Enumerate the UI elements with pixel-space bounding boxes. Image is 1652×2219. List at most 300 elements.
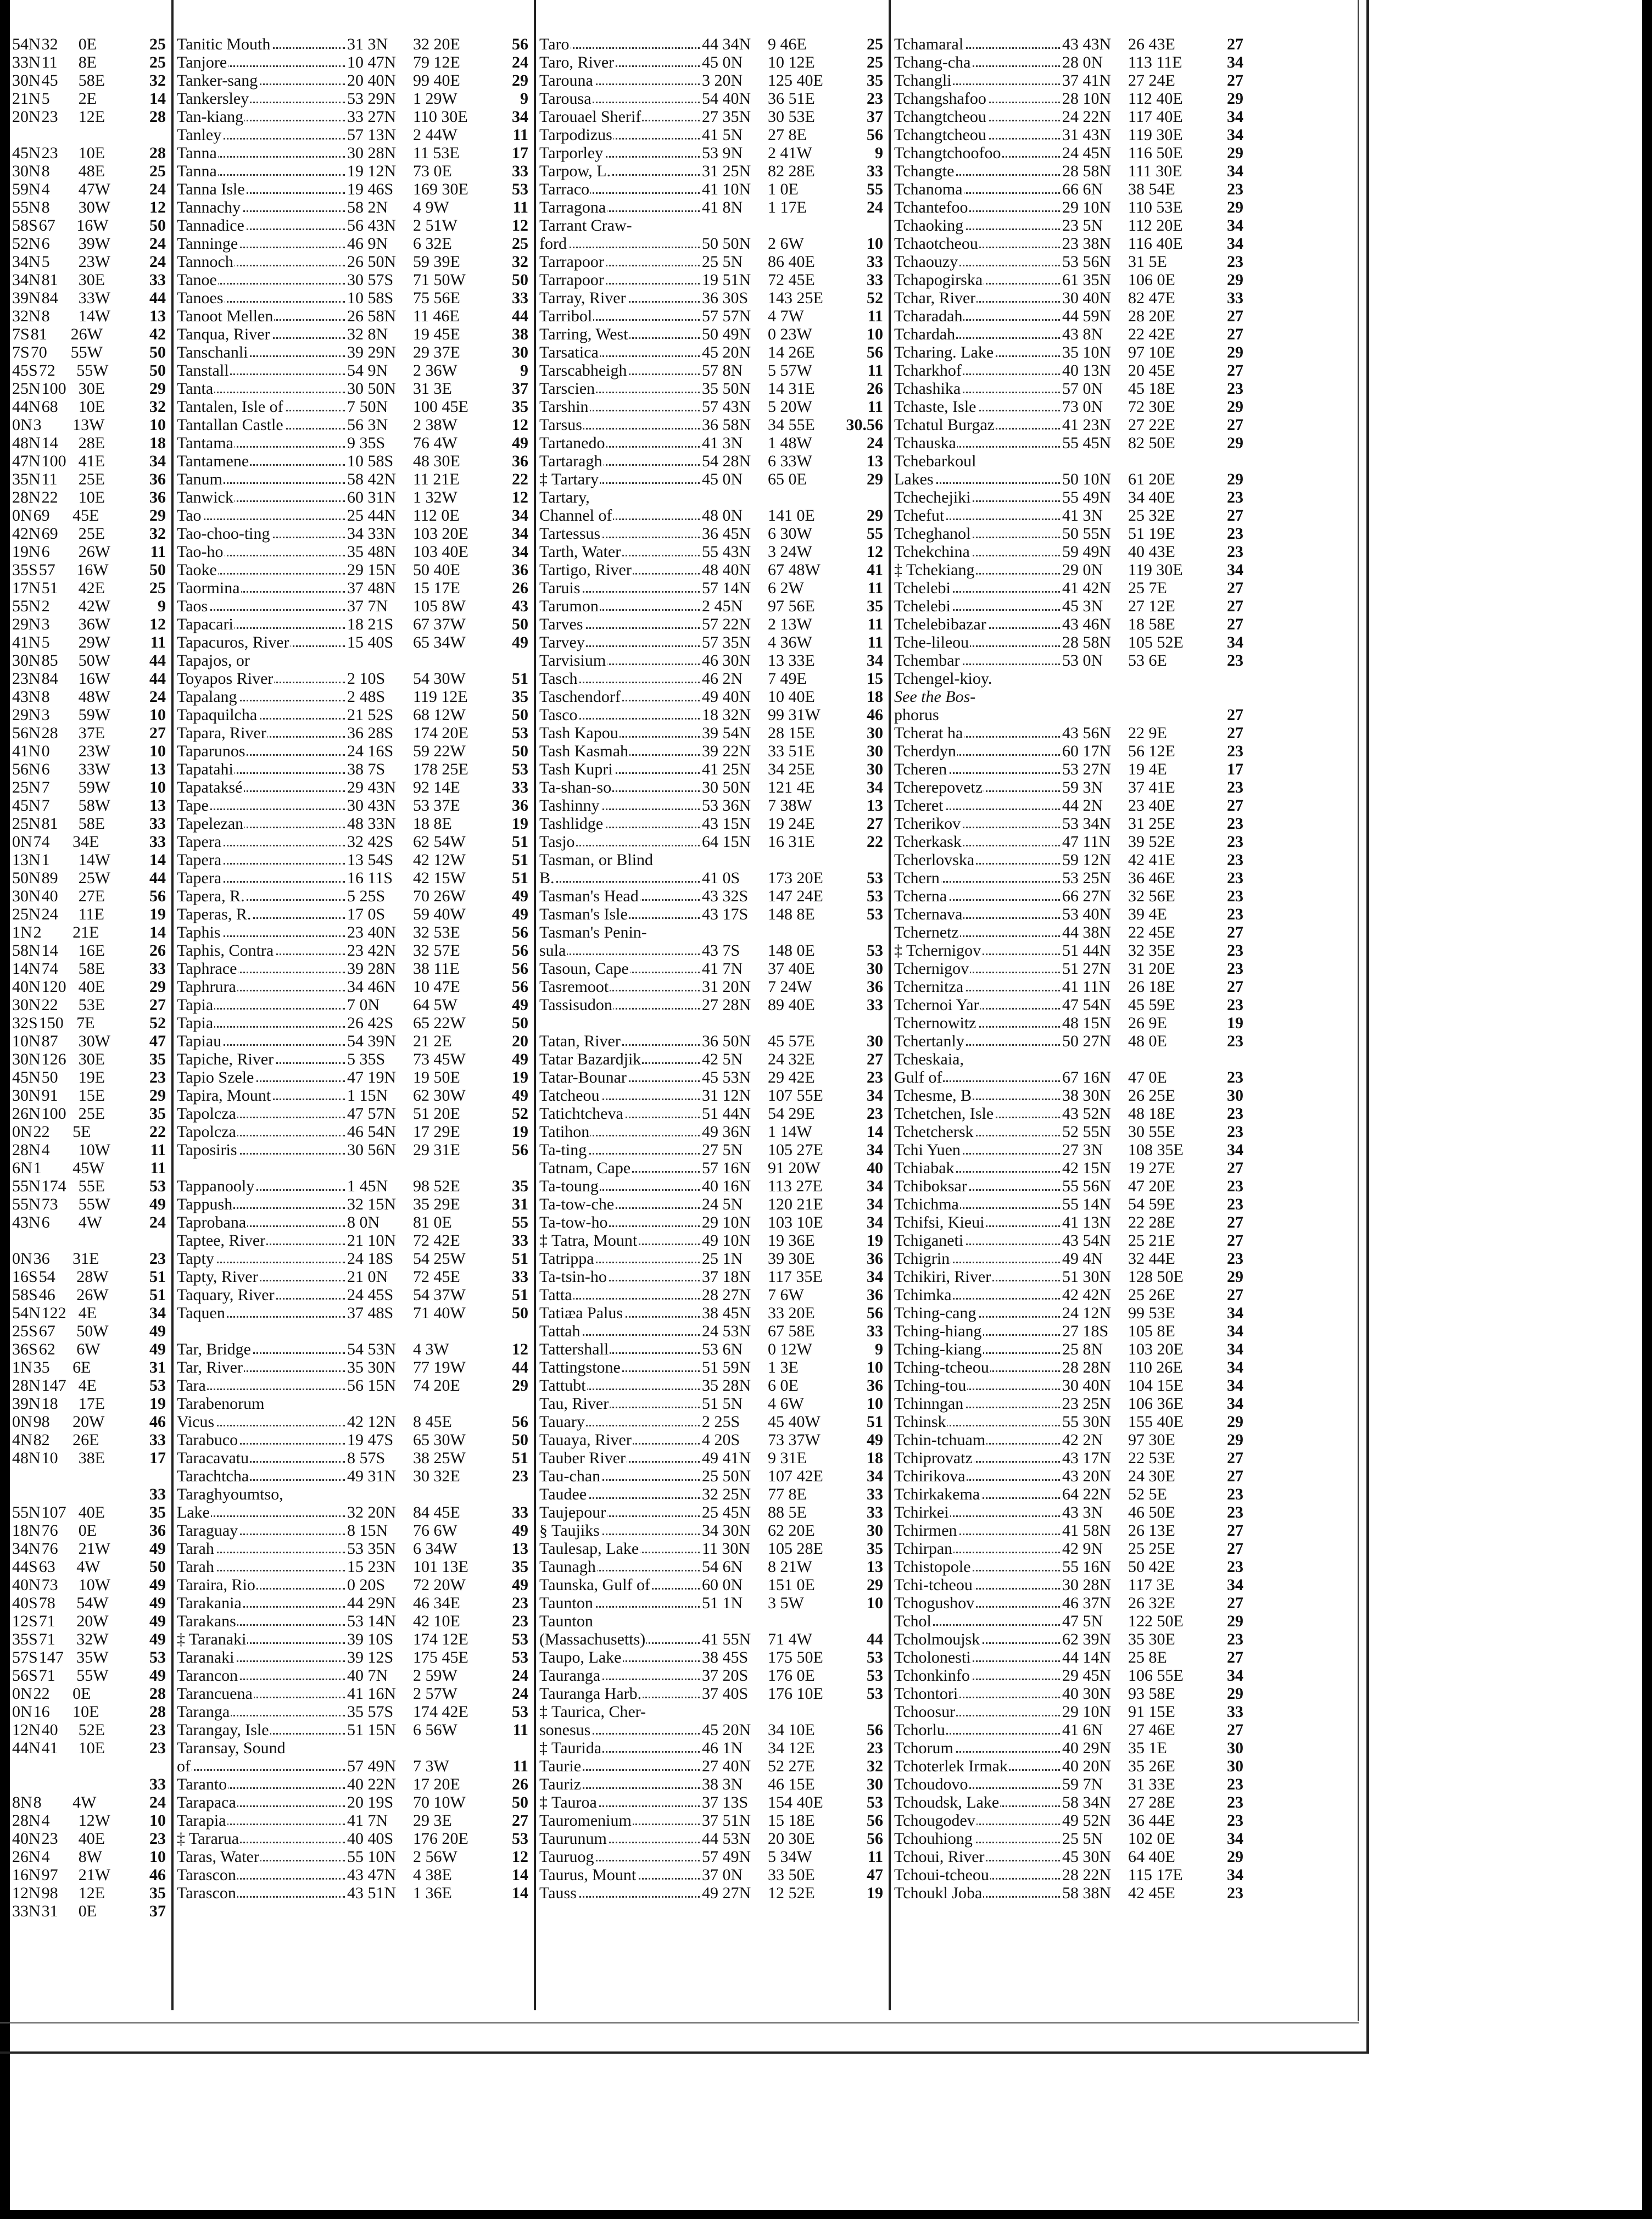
gazetteer-entry bbox=[12, 361, 166, 380]
entry-name: 35S bbox=[12, 1630, 38, 1648]
gazetteer-entry bbox=[177, 724, 528, 742]
gazetteer-entry bbox=[894, 289, 1243, 307]
entry-latitude: 71 bbox=[38, 1630, 55, 1648]
entry-map-number: 29 bbox=[1227, 434, 1243, 452]
entry-map-number: 33 bbox=[867, 1503, 883, 1521]
entry-map-number: 19 bbox=[149, 1395, 166, 1413]
gazetteer-entry bbox=[894, 1793, 1243, 1811]
entry-map-number: 34 bbox=[1227, 162, 1243, 180]
entry-name: Tchirkakema bbox=[894, 1485, 1062, 1503]
entry-name: Tchembar bbox=[894, 651, 1062, 670]
entry-name: Tanoe bbox=[177, 271, 347, 289]
entry-map-number: 23 bbox=[1227, 1105, 1243, 1123]
entry-name: Tarragona bbox=[539, 198, 702, 216]
entry-latitude: 41 6N bbox=[1062, 1721, 1103, 1739]
entry-map-number: 34 bbox=[867, 1268, 883, 1286]
entry-longitude: 88 5E bbox=[768, 1503, 807, 1521]
entry-map-number: 34 bbox=[1227, 1666, 1243, 1685]
entry-latitude: 38 3N bbox=[702, 1775, 743, 1793]
entry-map-number: 14 bbox=[149, 851, 166, 869]
entry-longitude: 54 29E bbox=[768, 1105, 815, 1123]
entry-map-number: 53 bbox=[867, 905, 883, 923]
entry-longitude: 8 45E bbox=[413, 1413, 452, 1431]
gazetteer-entry bbox=[12, 325, 166, 343]
entry-longitude: 45 57E bbox=[768, 1032, 815, 1050]
entry-latitude: 76 bbox=[41, 1540, 58, 1558]
gazetteer-entry bbox=[539, 1086, 883, 1105]
entry-name: ‡ Tchekiang bbox=[894, 561, 1062, 579]
entry-latitude: 29 43N bbox=[347, 778, 397, 796]
entry-longitude: 22 45E bbox=[1128, 923, 1175, 941]
entry-name: Tanqua, River bbox=[177, 325, 347, 343]
entry-longitude: 25 32E bbox=[1128, 506, 1175, 525]
entry-name: Tantalen, Isle of bbox=[177, 398, 347, 416]
entry-latitude: 7 bbox=[41, 778, 50, 796]
entry-latitude: 50 bbox=[41, 1068, 58, 1086]
entry-latitude: 30 40N bbox=[1062, 1376, 1112, 1395]
entry-latitude: 43 43N bbox=[1062, 35, 1112, 53]
entry-map-number: 23 bbox=[149, 1830, 166, 1848]
entry-latitude: 30 28N bbox=[1062, 1576, 1112, 1594]
gazetteer-entry bbox=[12, 869, 166, 887]
gazetteer-entry bbox=[539, 996, 883, 1014]
entry-name: Tasman, or Blind bbox=[539, 851, 654, 869]
entry-map-number: 49 bbox=[512, 996, 528, 1014]
gazetteer-entry bbox=[12, 923, 166, 941]
gazetteer-entry bbox=[12, 579, 166, 597]
entry-longitude: 48 30E bbox=[413, 452, 460, 470]
entry-latitude: 57 16N bbox=[702, 1159, 751, 1177]
gazetteer-entry bbox=[894, 1540, 1243, 1558]
entry-latitude: 21 0N bbox=[347, 1268, 388, 1286]
gazetteer-entry bbox=[12, 1540, 166, 1558]
entry-longitude: 34 40E bbox=[1128, 488, 1175, 506]
entry-latitude: 41 25N bbox=[702, 760, 751, 778]
entry-name: Tchebarkoul bbox=[894, 452, 976, 470]
entry-map-number: 49 bbox=[867, 1431, 883, 1449]
entry-longitude: 72 42E bbox=[413, 1231, 460, 1250]
gazetteer-entry bbox=[12, 760, 166, 778]
entry-map-number: 50 bbox=[149, 216, 166, 235]
entry-map-number: 23 bbox=[512, 1594, 528, 1612]
entry-name: Tarscabheigh bbox=[539, 361, 702, 380]
entry-name: 56S bbox=[12, 1666, 38, 1685]
gazetteer-entry bbox=[177, 1358, 528, 1376]
entry-longitude: 17E bbox=[78, 1395, 105, 1413]
entry-map-number: 12 bbox=[149, 198, 166, 216]
entry-longitude: 70 10W bbox=[413, 1793, 466, 1811]
entry-latitude: 53 0N bbox=[1062, 651, 1103, 670]
entry-map-number: 50 bbox=[512, 1793, 528, 1811]
gazetteer-entry bbox=[177, 1703, 528, 1721]
entry-longitude: 21W bbox=[78, 1866, 111, 1884]
entry-longitude: 178 25E bbox=[413, 760, 468, 778]
entry-latitude: 55 56N bbox=[1062, 1177, 1112, 1195]
gazetteer-entry bbox=[539, 1376, 883, 1395]
entry-latitude: 38 7S bbox=[347, 760, 386, 778]
entry-map-number: 36 bbox=[867, 978, 883, 996]
entry-latitude: 30 40N bbox=[1062, 289, 1112, 307]
entry-name: 36S bbox=[12, 1340, 38, 1358]
entry-name: 52N bbox=[12, 235, 41, 253]
entry-name: Tching-hiang bbox=[894, 1322, 1062, 1340]
entry-latitude: 41 bbox=[41, 1739, 58, 1757]
entry-name: ‡ Taranaki bbox=[177, 1630, 347, 1648]
entry-map-number: 13 bbox=[512, 1540, 528, 1558]
entry-map-number: 36 bbox=[512, 452, 528, 470]
entry-name: 1N bbox=[12, 1358, 32, 1376]
entry-longitude: 7 6W bbox=[768, 1286, 804, 1304]
gazetteer-entry bbox=[894, 343, 1243, 361]
entry-map-number: 53 bbox=[512, 760, 528, 778]
entry-name: Tchapogirska bbox=[894, 271, 1062, 289]
entry-name: 17N bbox=[12, 579, 41, 597]
entry-name: 32N bbox=[12, 307, 41, 325]
gazetteer-entry bbox=[177, 1666, 528, 1685]
entry-name: ‡ Taurida bbox=[539, 1739, 702, 1757]
entry-latitude: 42 2N bbox=[1062, 1431, 1103, 1449]
entry-longitude: 27 28E bbox=[1128, 1793, 1175, 1811]
entry-map-number: 27 bbox=[1227, 1540, 1243, 1558]
entry-name: Tapera bbox=[177, 833, 347, 851]
entry-latitude: 37 41N bbox=[1062, 71, 1112, 90]
entry-longitude: 91 15E bbox=[1128, 1703, 1175, 1721]
entry-latitude: 18 21S bbox=[347, 615, 394, 633]
entry-map-number: 52 bbox=[867, 289, 883, 307]
gazetteer-entry bbox=[539, 1304, 883, 1322]
gazetteer-entry bbox=[894, 651, 1243, 670]
entry-longitude: 22 28E bbox=[1128, 1213, 1175, 1231]
entry-longitude: 32 20E bbox=[413, 35, 460, 53]
entry-longitude: 1 36E bbox=[413, 1884, 452, 1902]
gazetteer-entry bbox=[12, 216, 166, 235]
entry-longitude: 33W bbox=[78, 760, 111, 778]
entry-latitude: 25 8N bbox=[1062, 1340, 1103, 1358]
entry-longitude: 105 52E bbox=[1128, 633, 1184, 651]
gazetteer-entry bbox=[539, 1757, 883, 1775]
entry-longitude: 82 47E bbox=[1128, 289, 1175, 307]
entry-name: 58N bbox=[12, 941, 41, 960]
entry-longitude: 10E bbox=[78, 398, 105, 416]
entry-map-number: 9 bbox=[520, 90, 528, 108]
gazetteer-entry bbox=[177, 1376, 528, 1395]
column-divider bbox=[171, 0, 174, 2010]
entry-latitude: 15 40S bbox=[347, 633, 394, 651]
entry-latitude: 62 39N bbox=[1062, 1630, 1112, 1648]
entry-longitude: 26 9E bbox=[1128, 1014, 1167, 1032]
entry-name: 25N bbox=[12, 380, 41, 398]
entry-latitude: 8 bbox=[41, 198, 50, 216]
entry-name: Tarumon bbox=[539, 597, 702, 615]
entry-latitude: 50 10N bbox=[1062, 470, 1112, 488]
gazetteer-entry bbox=[539, 796, 883, 815]
entry-name: Tanninge bbox=[177, 235, 347, 253]
entry-map-number: 49 bbox=[512, 1086, 528, 1105]
entry-longitude: 40 43E bbox=[1128, 543, 1175, 561]
entry-name: Taro bbox=[539, 35, 702, 53]
entry-latitude: 64 22N bbox=[1062, 1485, 1112, 1503]
entry-name: Tasman's Head bbox=[539, 887, 702, 905]
gazetteer-entry bbox=[12, 1195, 166, 1213]
entry-map-number bbox=[490, 1159, 528, 1177]
entry-longitude: 31 33E bbox=[1128, 1775, 1175, 1793]
entry-name: Tanoot Mellen bbox=[177, 307, 347, 325]
entry-map-number: 30 bbox=[867, 1032, 883, 1050]
entry-map-number: 33 bbox=[149, 271, 166, 289]
gazetteer-entry bbox=[12, 1521, 166, 1540]
entry-name: Tchesme, B bbox=[894, 1086, 1062, 1105]
entry-name: 29N bbox=[12, 706, 41, 724]
entry-map-number: 29 bbox=[1227, 1431, 1243, 1449]
entry-longitude: 16W bbox=[78, 670, 111, 688]
entry-longitude: 105 27E bbox=[768, 1141, 823, 1159]
entry-latitude: 64 15N bbox=[702, 833, 751, 851]
entry-name: Tchol bbox=[894, 1612, 1062, 1630]
gazetteer-entry bbox=[894, 1666, 1243, 1685]
entry-name: Taquary, River bbox=[177, 1286, 347, 1304]
entry-map-number: 9 bbox=[158, 597, 166, 615]
entry-name: Tapolcza bbox=[177, 1123, 347, 1141]
entry-name: Tar, Bridge bbox=[177, 1340, 347, 1358]
entry-longitude bbox=[413, 1395, 490, 1413]
entry-latitude: 24 16S bbox=[347, 742, 394, 760]
entry-longitude: 97 10E bbox=[1128, 343, 1175, 361]
entry-name: 58S bbox=[12, 216, 38, 235]
entry-latitude: 43 56N bbox=[1062, 724, 1112, 742]
entry-longitude: 10E bbox=[78, 488, 105, 506]
gazetteer-entry bbox=[894, 1032, 1243, 1050]
gazetteer-entry bbox=[894, 724, 1243, 742]
entry-name: § Taujiks bbox=[539, 1521, 702, 1540]
entry-name: Tanitic Mouth bbox=[177, 35, 347, 53]
entry-longitude: 26 43E bbox=[1128, 35, 1175, 53]
gazetteer-entry bbox=[539, 271, 883, 289]
entry-name: sula bbox=[539, 941, 702, 960]
entry-map-number: 23 bbox=[1227, 488, 1243, 506]
entry-name: Tao bbox=[177, 506, 347, 525]
entry-latitude: 10 58S bbox=[347, 452, 394, 470]
entry-longitude: 2 13W bbox=[768, 615, 812, 633]
entry-map-number: 23 bbox=[1227, 1558, 1243, 1576]
entry-name: Tarrapoor bbox=[539, 253, 702, 271]
entry-name bbox=[177, 1159, 347, 1177]
entry-longitude: 27 22E bbox=[1128, 416, 1175, 434]
entry-map-number: 50 bbox=[512, 1431, 528, 1449]
entry-longitude: 77 19W bbox=[413, 1358, 466, 1376]
gazetteer-entry bbox=[12, 1014, 166, 1032]
entry-latitude: 30 50N bbox=[347, 380, 397, 398]
entry-name: Tanker-sang bbox=[177, 71, 347, 90]
entry-latitude: 53 14N bbox=[347, 1612, 397, 1630]
entry-longitude bbox=[62, 1775, 133, 1793]
entry-name: Tchar, River bbox=[894, 289, 1062, 307]
entry-map-number: 9 bbox=[520, 361, 528, 380]
gazetteer-entry bbox=[12, 126, 166, 144]
entry-map-number: 27 bbox=[512, 1811, 528, 1830]
entry-map-number bbox=[490, 651, 528, 670]
entry-longitude: 82 28E bbox=[768, 162, 815, 180]
entry-map-number: 27 bbox=[149, 724, 166, 742]
entry-longitude: 14 31E bbox=[768, 380, 815, 398]
entry-latitude: 49 27N bbox=[702, 1884, 751, 1902]
entry-longitude: 39 4E bbox=[1128, 905, 1167, 923]
entry-name: Tarapia bbox=[177, 1811, 347, 1830]
entry-latitude: 55 49N bbox=[1062, 488, 1112, 506]
entry-name: Tasoun, Cape bbox=[539, 960, 702, 978]
gazetteer-entry bbox=[177, 180, 528, 198]
entry-latitude: 40 7N bbox=[347, 1666, 388, 1685]
entry-name: Tapera, R. bbox=[177, 887, 347, 905]
entry-latitude: 42 9N bbox=[1062, 1540, 1103, 1558]
gazetteer-entry bbox=[539, 597, 883, 615]
entry-latitude: 6 bbox=[41, 760, 50, 778]
entry-name: Tcherdyn bbox=[894, 742, 1062, 760]
entry-longitude: 175 45E bbox=[413, 1648, 468, 1666]
entry-longitude bbox=[768, 1612, 845, 1630]
entry-latitude: 5 35S bbox=[347, 1050, 386, 1068]
gazetteer-entry bbox=[177, 1576, 528, 1594]
entry-map-number: 33 bbox=[867, 253, 883, 271]
entry-longitude bbox=[62, 1231, 133, 1250]
gazetteer-entry bbox=[177, 1032, 528, 1050]
entry-latitude: 81 bbox=[41, 271, 58, 289]
entry-name: 21N bbox=[12, 90, 41, 108]
entry-map-number: 25 bbox=[149, 53, 166, 71]
entry-map-number: 30 bbox=[867, 1775, 883, 1793]
entry-map-number: 35 bbox=[149, 1503, 166, 1521]
entry-longitude: 117 3E bbox=[1128, 1576, 1175, 1594]
entry-map-number: 30 bbox=[867, 724, 883, 742]
gazetteer-entry bbox=[539, 108, 883, 126]
entry-map-number: 49 bbox=[149, 1195, 166, 1213]
entry-name: Tchekchina bbox=[894, 543, 1062, 561]
entry-name: Tching-cang bbox=[894, 1304, 1062, 1322]
entry-longitude: 5 57W bbox=[768, 361, 812, 380]
entry-longitude: 20W bbox=[72, 1413, 105, 1431]
entry-map-number: 26 bbox=[512, 579, 528, 597]
entry-latitude: 30 57S bbox=[347, 271, 394, 289]
gazetteer-entry bbox=[894, 1485, 1243, 1503]
entry-name: 0N bbox=[12, 416, 32, 434]
gazetteer-entry bbox=[12, 651, 166, 670]
entry-longitude: 110 26E bbox=[1128, 1358, 1183, 1376]
gazetteer-entry bbox=[177, 1413, 528, 1431]
entry-map-number: 11 bbox=[512, 126, 528, 144]
entry-name bbox=[12, 1467, 18, 1485]
entry-name: Tchantefoo bbox=[894, 198, 1062, 216]
gazetteer-entry bbox=[894, 615, 1243, 633]
entry-latitude: 27 3N bbox=[1062, 1141, 1103, 1159]
entry-map-number: 29 bbox=[1227, 1612, 1243, 1630]
entry-map-number: 55 bbox=[512, 1213, 528, 1231]
gazetteer-entry bbox=[12, 1213, 166, 1231]
gazetteer-entry bbox=[894, 144, 1243, 162]
entry-latitude: 54 9N bbox=[347, 361, 388, 380]
entry-name: Tauranga bbox=[539, 1666, 702, 1685]
entry-map-number: 24 bbox=[149, 1793, 166, 1811]
gazetteer-entry bbox=[12, 380, 166, 398]
entry-name: 55N bbox=[12, 1503, 41, 1521]
entry-longitude: 10E bbox=[78, 144, 105, 162]
entry-latitude: 30 50N bbox=[702, 778, 751, 796]
entry-name: Tatrippa bbox=[539, 1250, 702, 1268]
entry-latitude: 43 8N bbox=[1062, 325, 1103, 343]
entry-map-number: 53 bbox=[867, 1648, 883, 1666]
entry-longitude: 10W bbox=[78, 1576, 111, 1594]
entry-name: Tchangshafoo bbox=[894, 90, 1062, 108]
gazetteer-entry bbox=[12, 53, 166, 71]
entry-latitude: 74 bbox=[41, 960, 58, 978]
entry-name: Tchang-cha bbox=[894, 53, 1062, 71]
entry-longitude: 20 45E bbox=[1128, 361, 1175, 380]
entry-longitude: 3 24W bbox=[768, 543, 812, 561]
entry-name: Tchanoma bbox=[894, 180, 1062, 198]
entry-map-number: 24 bbox=[149, 253, 166, 271]
entry-longitude: 81 0E bbox=[413, 1213, 452, 1231]
entry-latitude: 57 57N bbox=[702, 307, 751, 325]
entry-longitude: 2 57W bbox=[413, 1685, 457, 1703]
entry-name: Tasco bbox=[539, 706, 702, 724]
entry-map-number: 12 bbox=[149, 615, 166, 633]
entry-latitude: 51 5N bbox=[702, 1395, 743, 1413]
entry-name: 0N bbox=[12, 1413, 32, 1431]
entry-longitude: 29 3E bbox=[413, 1811, 452, 1830]
entry-name: Tchiprovatz bbox=[894, 1449, 1062, 1467]
entry-latitude: 55 16N bbox=[1062, 1558, 1112, 1576]
entry-latitude: 31 25N bbox=[702, 162, 751, 180]
entry-name: 30N bbox=[12, 1086, 41, 1105]
entry-map-number: 17 bbox=[512, 144, 528, 162]
entry-name: Tchernoi Yar bbox=[894, 996, 1062, 1014]
entry-map-number: 50 bbox=[512, 615, 528, 633]
entry-longitude: 103 40E bbox=[413, 543, 468, 561]
gazetteer-entry bbox=[894, 742, 1243, 760]
entry-name: Tarpow, L. bbox=[539, 162, 702, 180]
entry-latitude: 29 15N bbox=[347, 561, 397, 579]
entry-latitude: 43 20N bbox=[1062, 1467, 1112, 1485]
entry-name: Tarshin bbox=[539, 398, 702, 416]
entry-longitude: 30E bbox=[78, 380, 105, 398]
entry-longitude: 7 24W bbox=[768, 978, 812, 996]
entry-latitude: 34 46N bbox=[347, 978, 397, 996]
gazetteer-entry bbox=[894, 1413, 1243, 1431]
gazetteer-entry bbox=[12, 1685, 166, 1703]
entry-latitude: 53 6N bbox=[702, 1340, 743, 1358]
gazetteer-entry bbox=[539, 1195, 883, 1213]
gazetteer-entry bbox=[894, 162, 1243, 180]
gazetteer-entry bbox=[539, 1558, 883, 1576]
entry-map-number: 27 bbox=[1227, 796, 1243, 815]
gazetteer-entry bbox=[539, 1485, 883, 1503]
entry-name: Tcheskaia, bbox=[894, 1050, 964, 1068]
entry-latitude: 41 16N bbox=[347, 1685, 397, 1703]
gazetteer-entry bbox=[894, 1467, 1243, 1485]
gazetteer-entry bbox=[539, 1830, 883, 1848]
entry-map-number: 49 bbox=[512, 1050, 528, 1068]
entry-longitude: 48W bbox=[78, 688, 111, 706]
entry-latitude: 28 22N bbox=[1062, 1866, 1112, 1884]
entry-latitude: 97 bbox=[41, 1866, 58, 1884]
entry-map-number: 43 bbox=[512, 597, 528, 615]
gazetteer-entry bbox=[177, 525, 528, 543]
entry-longitude bbox=[1128, 670, 1205, 688]
entry-map-number: 23 bbox=[1227, 941, 1243, 960]
entry-longitude: 105 8E bbox=[1128, 1322, 1175, 1340]
entry-name: Tchechejiki bbox=[894, 488, 1062, 506]
entry-map-number: 11 bbox=[867, 1848, 883, 1866]
entry-longitude: 2 56W bbox=[413, 1848, 457, 1866]
entry-latitude bbox=[702, 923, 768, 941]
